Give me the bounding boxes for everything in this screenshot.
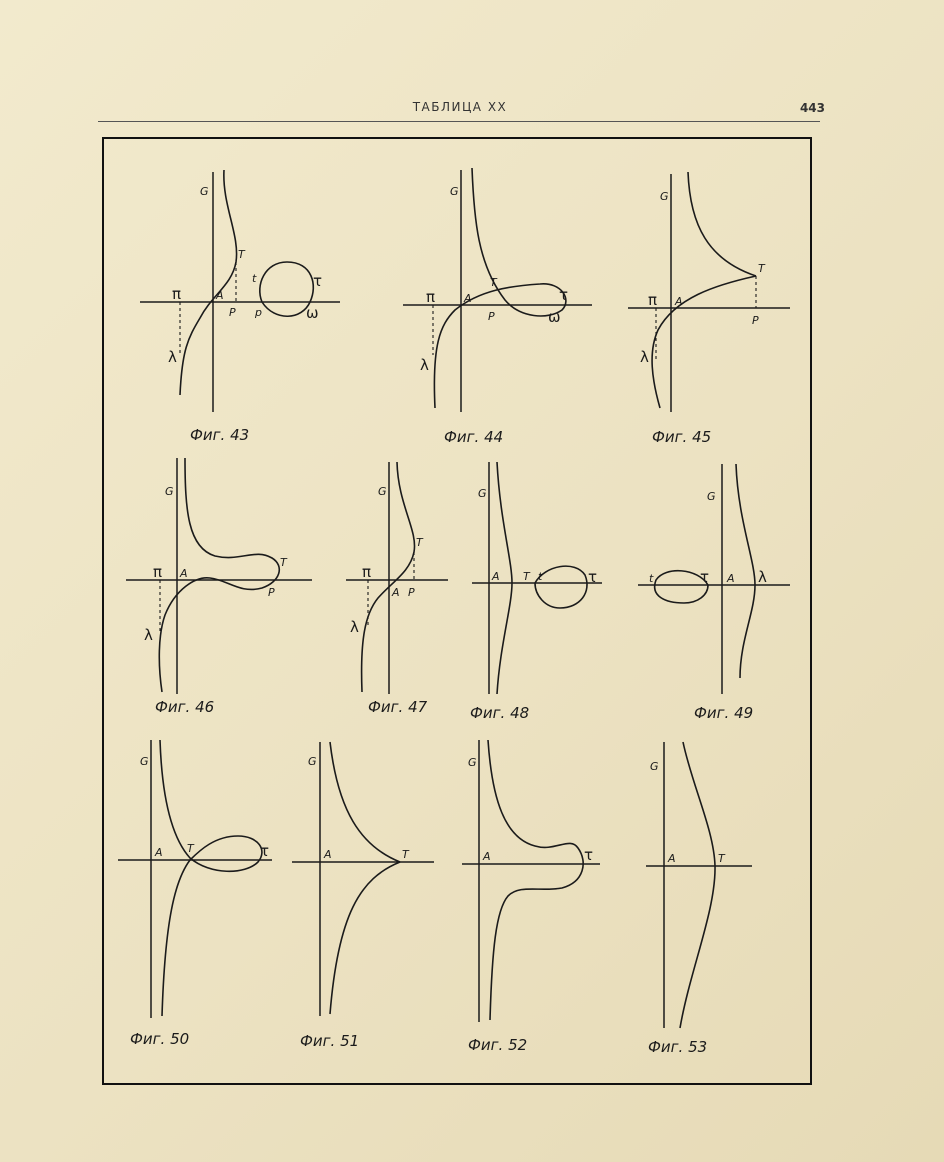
fig46-label-G: G	[165, 485, 174, 498]
fig52-label-A: A	[483, 850, 491, 863]
fig51-label-A: A	[324, 848, 332, 861]
fig44-upper-branch	[434, 168, 569, 408]
fig46-label-P: P	[268, 586, 275, 599]
page-number: 443	[799, 101, 825, 115]
fig50-upper-branch	[160, 740, 262, 871]
fig49-right-branch	[736, 464, 755, 678]
fig47-caption: Фиг. 47	[368, 698, 428, 716]
fig45-label-G: G	[660, 190, 669, 203]
fig44-label-omega: ω	[548, 308, 561, 326]
fig43-label-A: A	[216, 289, 224, 302]
fig48-label-A: A	[492, 570, 500, 583]
fig46-caption: Фиг. 46	[155, 698, 215, 716]
fig50-caption: Фиг. 50	[130, 1030, 190, 1048]
fig44-label-A: A	[464, 292, 472, 305]
fig47-label-pi: π	[362, 563, 372, 581]
fig49-label-lambda: λ	[758, 568, 767, 586]
fig47-label-G: G	[378, 485, 387, 498]
fig45-caption: Фиг. 45	[652, 428, 712, 446]
fig51-upper-branch	[330, 742, 400, 862]
fig47-label-A: A	[392, 586, 400, 599]
fig50-label-A: A	[155, 846, 163, 859]
fig46-label-pi: π	[153, 563, 163, 581]
fig52-label-tau: τ	[584, 846, 594, 864]
fig48-label-T: T	[523, 570, 530, 583]
fig49-label-A: A	[727, 572, 735, 585]
fig52-label-G: G	[468, 756, 477, 769]
fig46-label-lambda: λ	[144, 626, 153, 644]
figure-51	[292, 742, 434, 1050]
fig43-label-pi: π	[172, 285, 182, 303]
fig52-caption: Фиг. 52	[468, 1036, 528, 1054]
figure-48	[470, 462, 602, 722]
fig45-label-lambda: λ	[640, 348, 649, 366]
fig50-label-tau: τ	[260, 842, 270, 860]
figure-50	[118, 740, 272, 1048]
figure-43	[140, 170, 340, 444]
fig53-label-T: T	[718, 852, 725, 865]
fig44-label-lambda: λ	[420, 356, 429, 374]
figure-45	[628, 172, 790, 446]
figure-44	[403, 168, 592, 446]
fig43-label-p: p	[255, 306, 262, 319]
fig45-label-A: A	[675, 295, 683, 308]
fig43-label-t: t	[252, 272, 257, 285]
fig43-label-T: T	[238, 248, 245, 261]
fig52-upper-branch	[488, 740, 583, 1020]
fig43-label-tau: τ	[313, 272, 323, 290]
fig43-label-P: P	[229, 306, 236, 319]
fig48-caption: Фиг. 48	[470, 704, 530, 722]
fig48-label-G: G	[478, 487, 487, 500]
fig53-label-G: G	[650, 760, 659, 773]
fig47-label-P: P	[408, 586, 415, 599]
fig49-label-tau: τ	[700, 568, 710, 586]
fig49-caption: Фиг. 49	[694, 704, 754, 722]
figure-53	[646, 742, 752, 1056]
fig43-label-G: G	[200, 185, 209, 198]
figure-47	[346, 462, 448, 716]
fig44-label-T: T	[490, 276, 497, 289]
fig45-lower-branch	[652, 276, 756, 408]
fig50-label-G: G	[140, 755, 149, 768]
fig45-label-P: P	[752, 314, 759, 327]
fig45-upper-branch	[688, 172, 756, 276]
page-header-title: ТАБЛИЦА XX	[412, 100, 508, 114]
fig44-label-G: G	[450, 185, 459, 198]
fig51-lower-branch	[330, 862, 400, 1014]
fig45-label-T: T	[758, 262, 765, 275]
fig49-label-G: G	[707, 490, 716, 503]
fig47-label-T: T	[416, 536, 423, 549]
fig53-main-curve	[680, 742, 715, 1028]
fig46-label-A: A	[180, 567, 188, 580]
fig44-label-P: P	[488, 310, 495, 323]
fig44-label-tau: τ	[559, 286, 569, 304]
fig53-label-A: A	[668, 852, 676, 865]
fig50-label-T: T	[187, 842, 194, 855]
fig48-label-t: t	[538, 570, 543, 583]
fig43-label-lambda: λ	[168, 348, 177, 366]
fig51-label-T: T	[402, 848, 409, 861]
fig47-label-lambda: λ	[350, 618, 359, 636]
fig51-label-G: G	[308, 755, 317, 768]
fig43-main-curve	[180, 170, 237, 395]
fig51-caption: Фиг. 51	[300, 1032, 360, 1050]
fig53-caption: Фиг. 53	[648, 1038, 708, 1056]
fig48-label-tau: τ	[588, 568, 598, 586]
figure-49	[638, 464, 790, 722]
fig46-label-T: T	[280, 556, 287, 569]
figure-46	[126, 458, 312, 716]
fig48-loop-curve	[535, 566, 587, 608]
fig43-label-omega: ω	[306, 304, 319, 322]
fig49-label-t: t	[649, 572, 654, 585]
fig44-caption: Фиг. 44	[444, 428, 504, 446]
fig45-label-pi: π	[648, 291, 658, 309]
fig43-caption: Фиг. 43	[190, 426, 250, 444]
figure-52	[462, 740, 600, 1054]
fig44-label-pi: π	[426, 288, 436, 306]
fig50-lower-branch	[162, 860, 190, 1016]
